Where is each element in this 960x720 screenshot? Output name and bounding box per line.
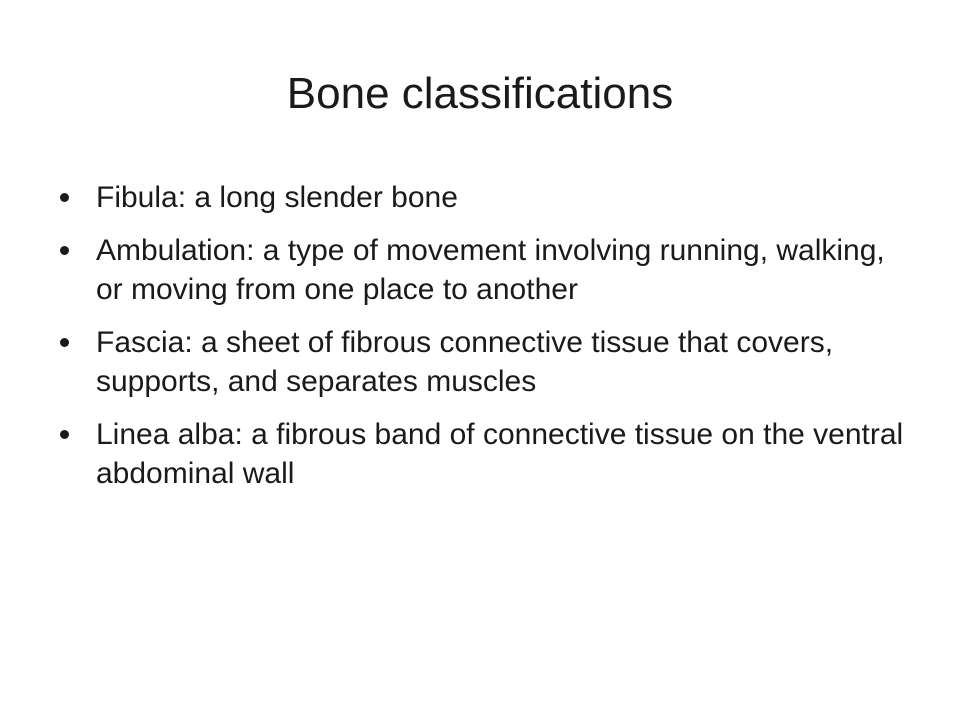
bullet-icon (60, 193, 69, 202)
bullet-item-fibula (58, 178, 908, 217)
bullet-item-ambulation (58, 231, 908, 309)
bullet-icon (60, 338, 69, 347)
bullet-list (58, 178, 908, 507)
bullet-icon (60, 430, 69, 439)
slide-title: Bone classifications (286, 69, 674, 118)
bullet-text: Linea alba: a fibrous band of connective tissue on the ventral abdominal wall (96, 418, 904, 490)
bullet-text: Fibula: a long slender bone (96, 181, 458, 214)
bullet-text: Ambulation: a type of movement involving running, walking, or moving from one place to another (96, 234, 885, 306)
bullet-text: Fascia: a sheet of fibrous connective tissue that covers, supports, and separates muscles (96, 326, 834, 398)
bullet-item-fascia (58, 323, 908, 401)
bullet-icon (60, 246, 69, 255)
bullet-item-linea-alba (58, 415, 908, 493)
